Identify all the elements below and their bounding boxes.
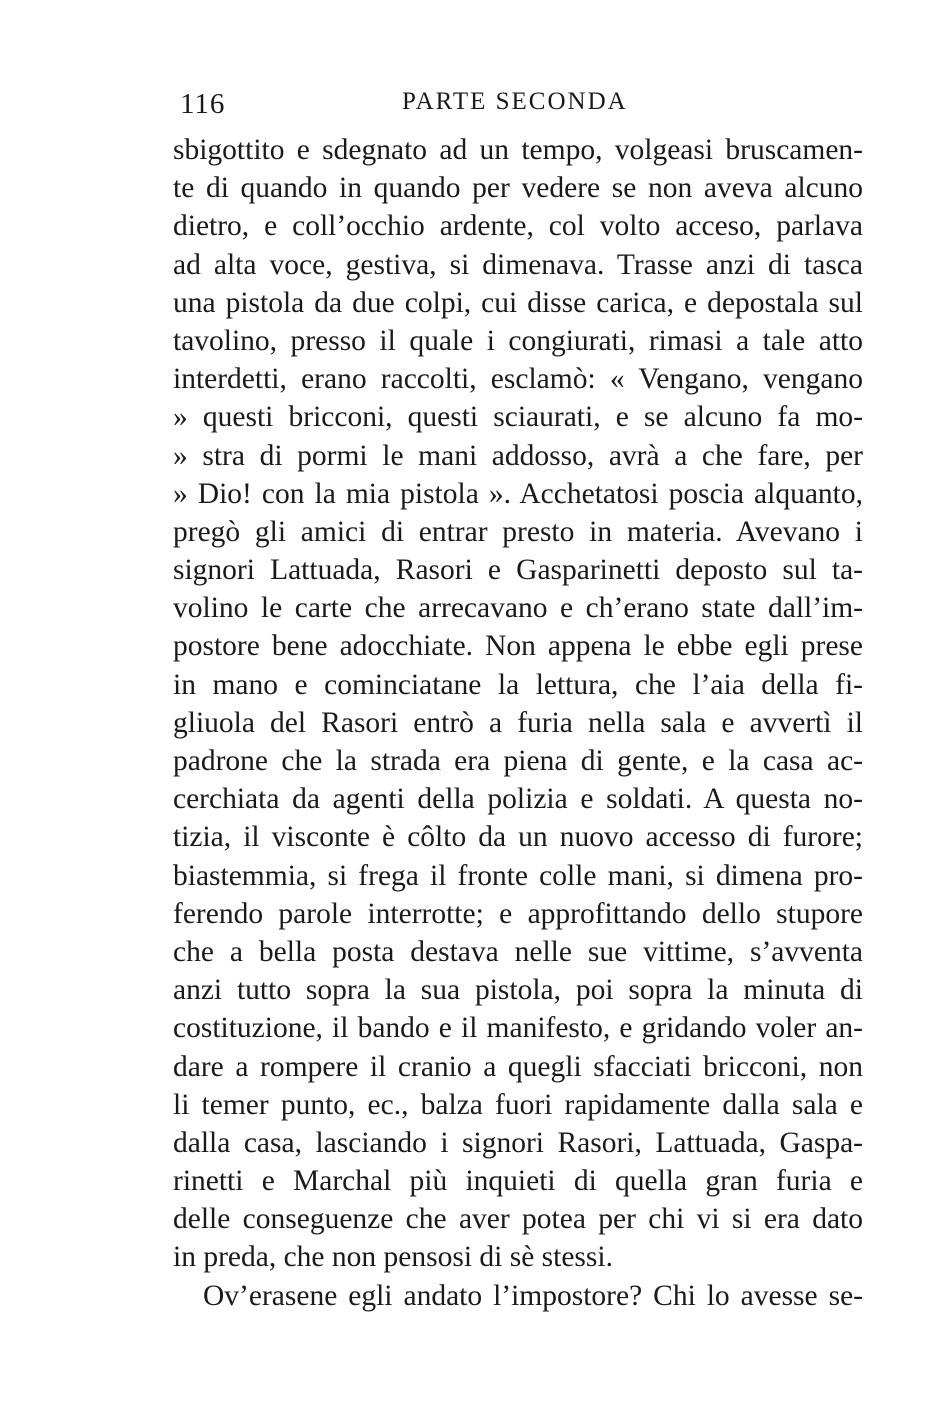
text-line: sbigottito e sdegnato ad un tempo, volgeasi bruscamen- <box>173 134 863 166</box>
text-line: dalla casa, lasciando i signori Rasori, Lattuada, Gaspa- <box>173 1126 863 1159</box>
text-line: che a bella posta destava nelle sue vittime, s’avventa <box>173 935 863 968</box>
text-line: costituzione, il bando e il manifesto, e gridando voler an- <box>173 1012 863 1045</box>
text-line: biastemmia, si frega il fronte colle mani, si dimena pro- <box>173 859 863 892</box>
text-line: tavolino, presso il quale i congiurati, rimasi a tale atto <box>173 324 863 357</box>
body-text <box>173 131 863 1315</box>
text-line: rinetti e Marchal più inquieti di quella gran furia e <box>173 1165 863 1198</box>
text-line: padrone che la strada era piena di gente, e la casa ac- <box>173 745 863 777</box>
text-line: anzi tutto sopra la sua pistola, poi sopra la minuta di <box>173 974 863 1007</box>
text-line: dare a rompere il cranio a quegli sfacciati bricconi, non <box>173 1050 863 1083</box>
running-title: PARTE SECONDA <box>402 88 628 115</box>
text-line: cerchiata da agenti della polizia e soldati. A questa no- <box>173 783 863 816</box>
text-line: delle conseguenze che aver potea per chi vi si era dato <box>173 1203 863 1236</box>
text-line: in mano e cominciatane la lettura, che l’aia della fi- <box>173 668 863 701</box>
text-line: ad alta voce, gestiva, si dimenava. Trasse anzi di tasca <box>173 248 863 281</box>
paragraph-end-line: in preda, che non pensosi di sè stessi. <box>173 1241 613 1274</box>
text-line: una pistola da due colpi, cui disse carica, e depostala sul <box>173 286 863 319</box>
text-line: pregò gli amici di entrar presto in materia. Avevano i <box>173 515 863 548</box>
running-head <box>180 88 860 128</box>
text-line: » questi bricconi, questi sciaurati, e se alcuno fa mo- <box>173 401 863 434</box>
paragraph-start-line: Ov’erasene egli andato l’impostore? Chi lo avesse se- <box>203 1279 863 1312</box>
text-line: » Dio! con la mia pistola ». Acchetatosi poscia alquanto, <box>173 477 863 510</box>
text-line: signori Lattuada, Rasori e Gasparinetti deposto sul ta- <box>173 554 863 587</box>
text-line: postore bene adocchiate. Non appena le ebbe egli prese <box>173 630 863 663</box>
text-line: gliuola del Rasori entrò a furia nella sala e avvertì il <box>173 706 863 739</box>
page-number: 116 <box>180 88 226 120</box>
text-line: tizia, il visconte è côlto da un nuovo accesso di furore; <box>173 821 863 854</box>
text-line: volino le carte che arrecavano e ch’erano state dall’im- <box>173 592 863 625</box>
text-line: te di quando in quando per vedere se non aveva alcuno <box>173 172 863 205</box>
text-line: dietro, e coll’occhio ardente, col volto acceso, parlava <box>173 210 863 243</box>
text-line: » stra di pormi le mani addosso, avrà a che fare, per <box>173 439 863 472</box>
text-line: li temer punto, ec., balza fuori rapidamente dalla sala e <box>173 1088 863 1121</box>
text-line: interdetti, erano raccolti, esclamò: « Vengano, vengano <box>173 363 863 396</box>
text-line: ferendo parole interrotte; e approfittando dello stupore <box>173 897 863 930</box>
